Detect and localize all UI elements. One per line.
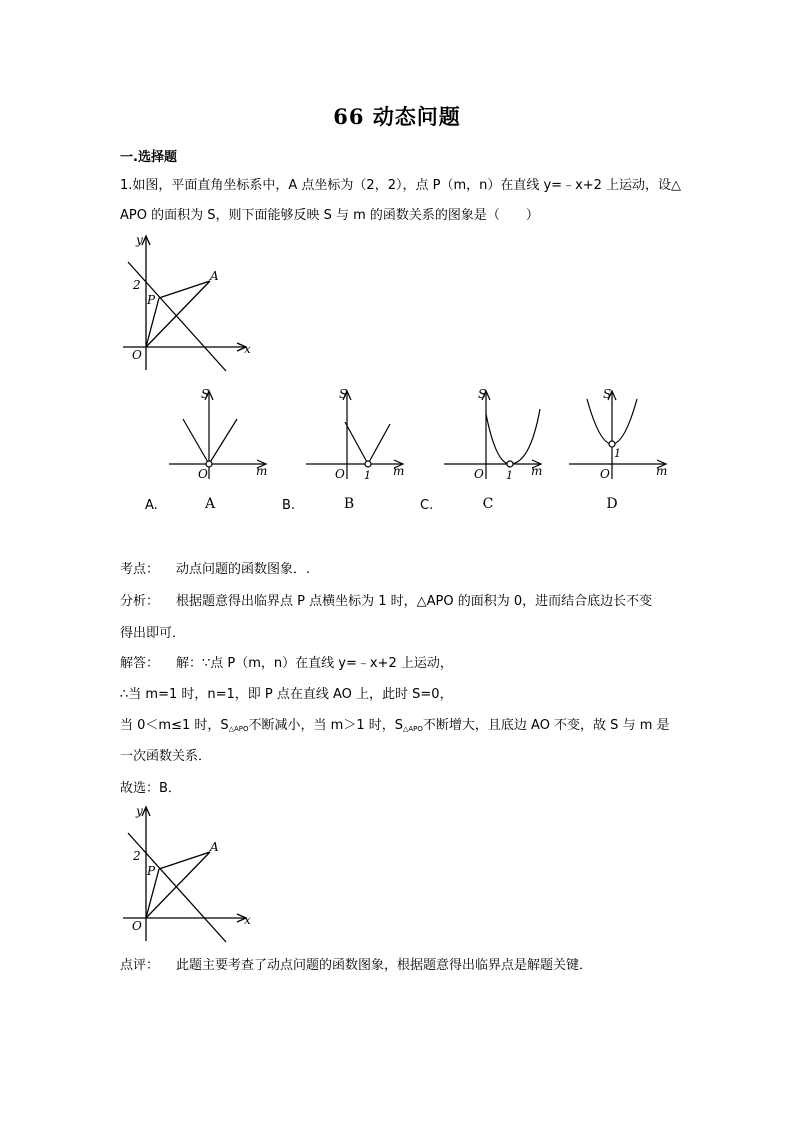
solution-text-part: 不断减小，当 m＞1 时，S: [248, 718, 403, 733]
point-a-label: A: [210, 840, 219, 854]
axis-m-label: m: [656, 464, 668, 478]
solution-line-b: [120, 717, 670, 738]
option-graph-d: [565, 384, 685, 484]
axis-s-label: S: [201, 387, 210, 401]
y-tick-2: 2: [133, 849, 141, 863]
x-axis-label: x: [244, 342, 251, 356]
y-tick-2: 2: [133, 278, 141, 292]
option-graph-a: [165, 384, 285, 484]
axis-s-label: S: [603, 387, 612, 401]
tick-one-label: 1: [364, 469, 371, 482]
fenxi-label: 分析：: [120, 594, 160, 609]
solution-line-c: 一次函数关系．: [120, 749, 212, 764]
y-axis-label: y: [136, 233, 143, 247]
option-letter-a: A.: [145, 498, 158, 513]
axis-s-label: S: [478, 387, 487, 401]
fenxi-row: [120, 593, 652, 611]
coordinate-figure-1: [115, 232, 260, 374]
point-p-label: P: [147, 864, 156, 878]
x-axis-label: x: [244, 913, 251, 927]
kaodian-row: [120, 561, 310, 579]
jieda-label: 解答：: [120, 656, 160, 671]
axis-m-label: m: [531, 464, 543, 478]
solution-line-a: ∴当 m=1 时，n=1，即 P 点在直线 AO 上，此时 S=0，: [120, 687, 453, 702]
solution-text-part: 不断增大，且底边 AO 不变，故 S 与 m 是: [422, 718, 670, 733]
option-caption-a: A: [204, 496, 216, 512]
subscript-apo: △APO: [402, 725, 423, 733]
option-caption-b: B: [343, 496, 355, 512]
fenxi-text: 根据题意得出临界点 P 点横坐标为 1 时，△APO 的面积为 0，进而结合底边长不变: [176, 594, 653, 609]
segment-oa: [146, 281, 210, 347]
point-p-label: P: [147, 293, 156, 307]
option-caption-c: C: [482, 496, 494, 512]
kaodian-label: 考点：: [120, 562, 160, 577]
option-graph-c: [440, 384, 560, 484]
option-caption-d: D: [606, 496, 618, 512]
section-heading: 一.选择题: [120, 150, 177, 165]
question-line-2: APO 的面积为 S，则下面能够反映 S 与 m 的函数关系的图象是（ ）: [120, 208, 539, 223]
axis-s-label: S: [339, 387, 348, 401]
jieda-text: 解：∵点 P（m，n）在直线 y=﹣x+2 上运动，: [176, 656, 453, 671]
tick-one-label: 1: [614, 447, 621, 460]
jieda-row: [120, 655, 453, 673]
origin-label: O: [132, 348, 142, 362]
subscript-apo: △APO: [228, 725, 249, 733]
origin-label: O: [335, 467, 345, 481]
dianping-label: 点评：: [120, 958, 160, 973]
option-letter-c: C.: [420, 498, 434, 513]
solution-text-part: 当 0＜m≤1 时，S: [120, 718, 229, 733]
axis-m-label: m: [393, 464, 405, 478]
coordinate-figure-2: [115, 803, 260, 945]
answer-line: 故选：B．: [120, 781, 181, 796]
fenxi-text-continued: 得出即可．: [120, 626, 186, 641]
tick-one-label: 1: [506, 469, 513, 482]
origin-label: O: [198, 467, 208, 481]
axis-m-label: m: [256, 464, 268, 478]
dianping-text: 此题主要考查了动点问题的函数图象，根据题意得出临界点是解题关键．: [176, 958, 593, 973]
option-graph-b: [302, 384, 422, 484]
point-a-label: A: [210, 269, 219, 283]
origin-label: O: [600, 467, 610, 481]
kaodian-text: 动点问题的函数图象．.: [176, 562, 311, 577]
option-letter-b: B.: [282, 498, 296, 513]
dianping-row: [120, 957, 592, 975]
origin-label: O: [474, 467, 484, 481]
origin-label: O: [132, 919, 142, 933]
y-axis-label: y: [136, 804, 143, 818]
question-line-1: 1.如图，平面直角坐标系中，A 点坐标为（2，2），点 P（m，n）在直线 y=﹣x+2 上运动，设△: [120, 178, 682, 193]
page-title: 66 动态问题: [333, 104, 461, 129]
